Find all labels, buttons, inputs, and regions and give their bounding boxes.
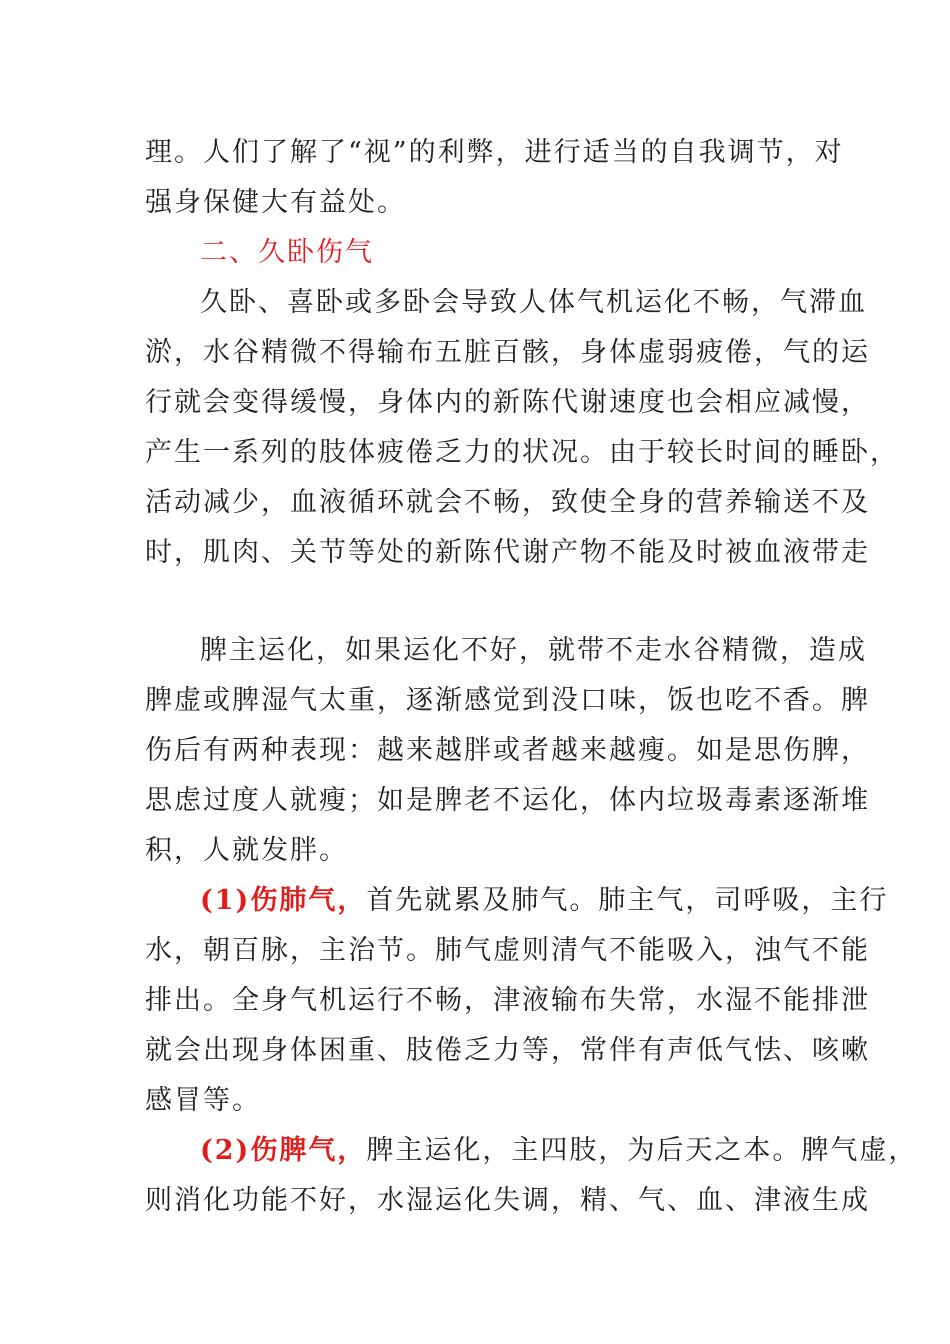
item-text: 脾主运化，主四肢，为后天之本。脾气虚， [366, 1135, 918, 1166]
paragraph-line: 水，朝百脉，主治节。肺气虚则清气不能吸入，浊气不能 [145, 935, 870, 966]
item-label: (2)伤脾气， [200, 1135, 367, 1166]
item-label: (1)伤肺气， [200, 885, 367, 916]
paragraph-line: 积，人就发胖。 [145, 835, 348, 866]
paragraph-line: 则消化功能不好，水湿运化失调，精、气、血、津液生成 [145, 1185, 870, 1216]
paragraph-line: 理。人们了解了“视”的利弊，进行适当的自我调节，对 [145, 137, 844, 168]
paragraph-line: 伤后有两种表现：越来越胖或者越来越瘦。如是思伤脾， [145, 735, 870, 766]
list-item-spleen [200, 1134, 918, 1168]
paragraph-line: 强身保健大有益处。 [145, 187, 406, 218]
paragraph-line: 脾主运化，如果运化不好，就带不走水谷精微，造成 [200, 635, 867, 666]
paragraph-line: 思虑过度人就瘦；如是脾老不运化，体内垃圾毒素逐渐堆 [145, 785, 870, 816]
item-text: 首先就累及肺气。肺主气，司呼吸，主行 [366, 885, 889, 916]
paragraph-line: 产生一系列的肢体疲倦乏力的状况。由于较长时间的睡卧， [145, 437, 899, 468]
paragraph-line: 久卧、喜卧或多卧会导致人体气机运化不畅，气滞血 [200, 287, 867, 318]
section-heading: 二、久卧伤气 [200, 237, 374, 268]
paragraph-line: 感冒等。 [145, 1085, 261, 1116]
paragraph-line: 时，肌肉、关节等处的新陈代谢产物不能及时被血液带走 [145, 537, 870, 568]
paragraph-line: 排出。全身气机运行不畅，津液输布失常，水湿不能排泄 [145, 985, 870, 1016]
paragraph-line: 就会出现身体困重、肢倦乏力等，常伴有声低气怯、咳嗽 [145, 1035, 870, 1066]
paragraph-line: 活动减少，血液循环就会不畅，致使全身的营养输送不及 [145, 487, 870, 518]
paragraph-line: 脾虚或脾湿气太重，逐渐感觉到没口味，饭也吃不香。脾 [145, 685, 870, 716]
list-item-lung [200, 884, 889, 918]
paragraph-line: 行就会变得缓慢，身体内的新陈代谢速度也会相应减慢， [145, 387, 870, 418]
paragraph-line: 淤，水谷精微不得输布五脏百骸，身体虚弱疲倦，气的运 [145, 337, 870, 368]
